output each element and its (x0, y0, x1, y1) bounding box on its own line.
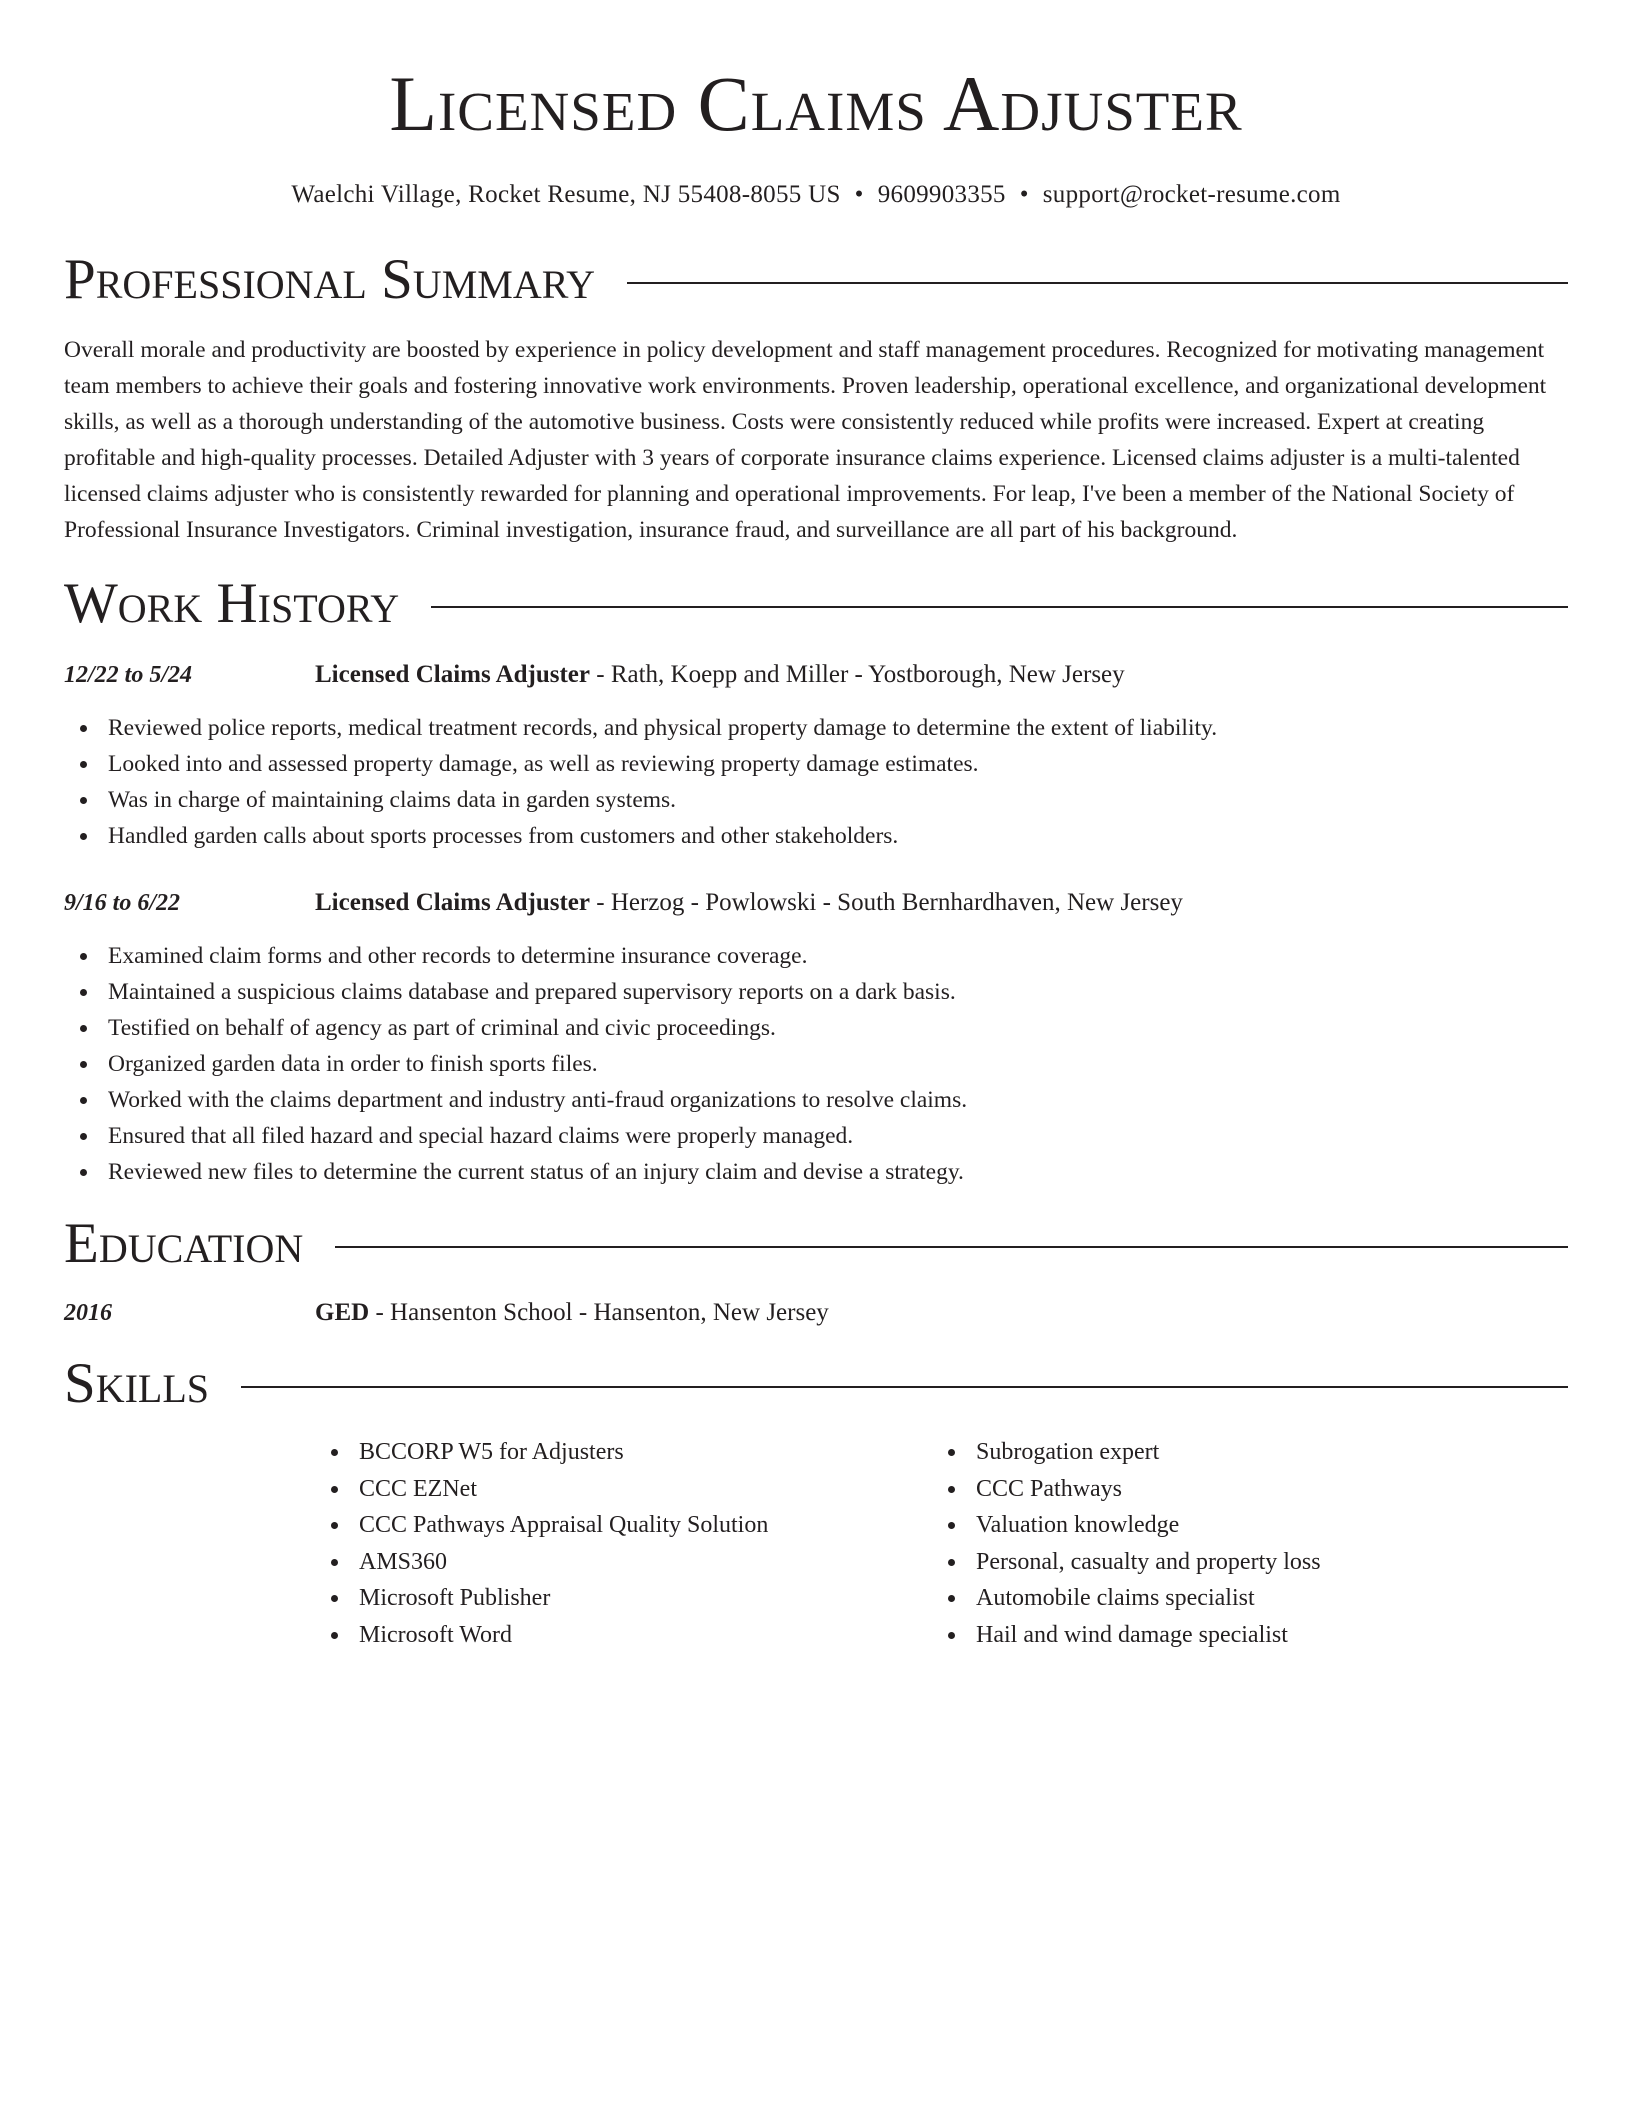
education-title: Education (64, 1212, 304, 1275)
duty-item: Organized garden data in order to finish sports files. (64, 1046, 1568, 1082)
job-dates: 9/16 to 6/22 (64, 890, 181, 916)
summary-title: Professional Summary (64, 248, 596, 311)
contact-email: support@rocket-resume.com (1042, 181, 1341, 208)
duty-item: Reviewed police reports, medical treatment records, and physical property damage to determine the extent of liability. (64, 710, 1568, 746)
summary-text: Overall morale and productivity are boosted by experience in policy development and staff management procedures. Recognized for motivating management team members to achieve their goals and fostering innovative work environments. Proven leadership, operational excellence, and organizational development skills, as well as a thorough understanding of the automotive business. Costs were consistently reduced while profits were increased. Expert at creating profitable and high-quality processes. Detailed Adjuster with 3 years of corporate insurance claims experience. Licensed claims adjuster is a multi-talented licensed claims adjuster who is consistently rewarded for planning and operational improvements. For leap, I've been a member of the National Society of Professional Insurance Investigators. Criminal investigation, insurance fraud, and surveillance are all part of his background. (64, 337, 1547, 543)
job-entry (64, 886, 1568, 1190)
section-divider (241, 1386, 1568, 1388)
job-entry (64, 658, 1568, 854)
skill-item: Microsoft Publisher (315, 1580, 932, 1617)
job-duties (64, 938, 1568, 1190)
section-divider (627, 282, 1568, 284)
duty-item: Ensured that all filed hazard and special hazard claims were properly managed. (64, 1118, 1568, 1154)
duty-item: Handled garden calls about sports processes from customers and other stakeholders. (64, 818, 1568, 854)
education-heading (64, 1212, 1568, 1276)
skill-item: Microsoft Word (315, 1617, 932, 1654)
skill-item: Automobile claims specialist (932, 1580, 1549, 1617)
skill-item: CCC Pathways (932, 1471, 1549, 1508)
duty-item: Looked into and assessed property damage, as well as reviewing property damage estimates. (64, 746, 1568, 782)
skill-item: CCC Pathways Appraisal Quality Solution (315, 1507, 932, 1544)
skill-item: Hail and wind damage specialist (932, 1617, 1549, 1654)
section-divider (431, 606, 1568, 608)
skills-title: Skills (64, 1352, 210, 1415)
skills-list-right (932, 1434, 1549, 1653)
contact-phone: 9609903355 (877, 181, 1006, 208)
education-year: 2016 (64, 1300, 112, 1326)
skills-heading (64, 1352, 1568, 1416)
skill-item: Subrogation expert (932, 1434, 1549, 1471)
education-school: - Hansenton School - Hansenton, New Jersey (369, 1299, 829, 1326)
job-role: Licensed Claims Adjuster (315, 889, 590, 916)
education-line (315, 1296, 1568, 1330)
duty-item: Was in charge of maintaining claims data in garden systems. (64, 782, 1568, 818)
work-history-heading (64, 572, 1568, 636)
skills-list-left (315, 1434, 932, 1653)
job-title-line (315, 886, 1568, 920)
skill-item: AMS360 (315, 1544, 932, 1581)
skill-item: BCCORP W5 for Adjusters (315, 1434, 932, 1471)
duty-item: Testified on behalf of agency as part of criminal and civic proceedings. (64, 1010, 1568, 1046)
job-title-line (315, 658, 1568, 692)
skill-item: CCC EZNet (315, 1471, 932, 1508)
work-history-title: Work History (64, 572, 400, 635)
job-duties (64, 710, 1568, 854)
education-entry (64, 1296, 1568, 1330)
duty-item: Examined claim forms and other records to determine insurance coverage. (64, 938, 1568, 974)
contact-line (64, 178, 1568, 212)
contact-address: Waelchi Village, Rocket Resume, NJ 55408-8055 US (291, 181, 841, 208)
resume-page (64, 0, 1568, 1653)
skill-item: Valuation knowledge (932, 1507, 1549, 1544)
job-employer: - Rath, Koepp and Miller - Yostborough, New Jersey (590, 661, 1125, 688)
contact-separator: • (854, 181, 864, 208)
skills-columns (315, 1434, 1568, 1653)
duty-item: Worked with the claims department and industry anti-fraud organizations to resolve claims. (64, 1082, 1568, 1118)
skill-item: Personal, casualty and property loss (932, 1544, 1549, 1581)
duty-item: Maintained a suspicious claims database and prepared supervisory reports on a dark basis. (64, 974, 1568, 1010)
job-employer: - Herzog - Powlowski - South Bernhardhaven, New Jersey (590, 889, 1183, 916)
duty-item: Reviewed new files to determine the current status of an injury claim and devise a strategy. (64, 1154, 1568, 1190)
job-dates: 12/22 to 5/24 (64, 662, 193, 688)
job-role: Licensed Claims Adjuster (315, 661, 590, 688)
education-degree: GED (315, 1299, 370, 1326)
section-divider (335, 1246, 1568, 1248)
summary-heading (64, 248, 1568, 312)
contact-separator: • (1019, 181, 1029, 208)
candidate-name: Licensed Claims Adjuster (389, 60, 1243, 147)
